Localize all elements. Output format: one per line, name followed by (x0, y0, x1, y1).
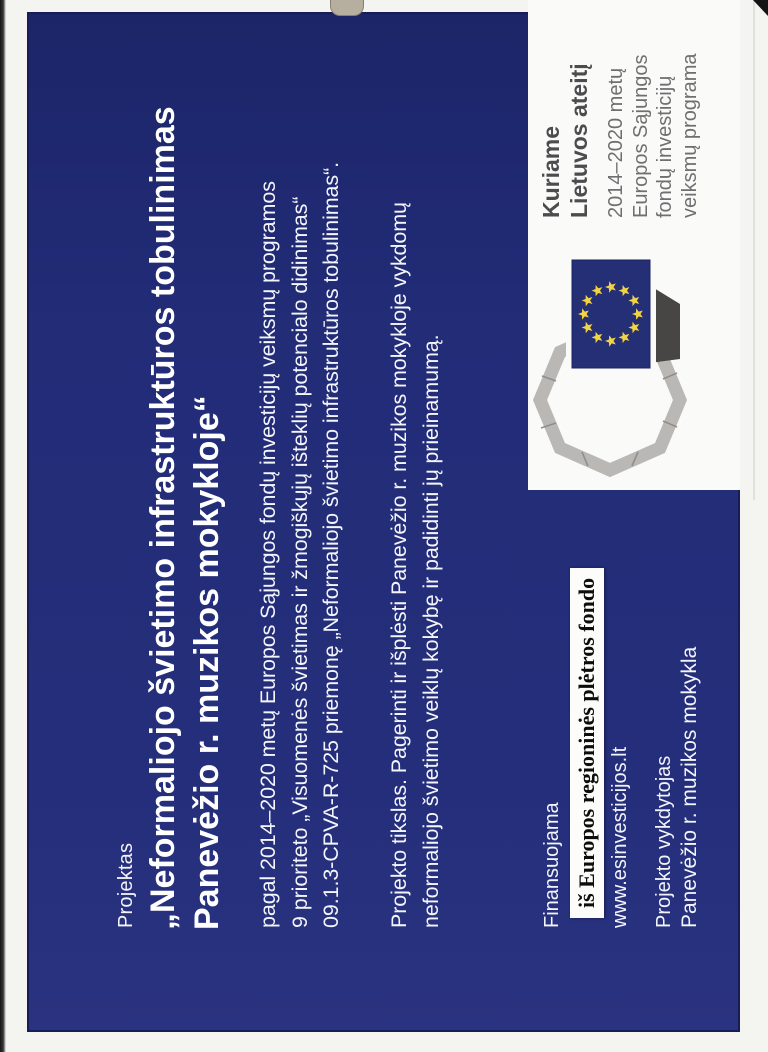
op-line2: Europos Sąjungos (629, 54, 652, 218)
corner-shadow-artifact (753, 0, 768, 16)
scanner-tab-artifact (330, 0, 364, 16)
eu-logo-text (538, 53, 702, 218)
goal-paragraph (384, 202, 447, 928)
funding-source-sticker: iš Europos regioninės plėtros fondo (570, 568, 604, 918)
paper-edge-line (753, 0, 755, 500)
funding-label: Finansuojama (541, 802, 563, 928)
goal-line2: neformaliojo švietimo veiklų kokybę ir padidinti jų prieinamumą. (418, 334, 443, 928)
op-line1: 2014–2020 metų (605, 67, 627, 218)
scan-edge-shadow (0, 0, 6, 1052)
goal-line1: Projekto tikslas. Pagerinti ir išplėsti Panevėžio r. muzikos mokykloje vykdomų (387, 202, 411, 928)
eu-logo-box (528, 0, 740, 490)
website-url: www.esinvesticijos.lt (609, 746, 631, 928)
project-title-line2: Panevėžio r. muzikos mokykloje“ (188, 395, 226, 930)
project-title (141, 106, 229, 930)
op-line4: veiksmų programa (678, 53, 701, 218)
programme-paragraph (253, 162, 348, 928)
eu-flag (572, 260, 650, 368)
programme-line1: pagal 2014–2020 metų Europos Sąjungos fondų investicijų veiksmų programos (256, 181, 280, 928)
executor-label: Projekto vykdytojas (653, 755, 675, 928)
project-title-line1: „Neformaliojo švietimo infrastruktūros tobulinimas (144, 106, 182, 930)
op-line3: fondų investicijų (654, 75, 676, 218)
tagline-line2: Lietuvos ateitį (565, 63, 592, 218)
tagline-line1: Kuriame (538, 125, 564, 218)
tagline (538, 53, 593, 218)
eu-funds-logo (530, 240, 698, 480)
programme-line2: 9 prioriteto „Visuomenės švietimas ir žmogiškųjų išteklių potencialo didinimas“ (287, 196, 312, 928)
programme-line3: 09.1.3-CPVA-R-725 priemonę „Neformaliojo švietimo infrastruktūros tobulinimas“. (319, 162, 343, 928)
project-kicker: Projektas (115, 842, 137, 928)
executor-value: Panevėžio r. muzikos mokykla (678, 646, 701, 928)
operational-programme-text (604, 53, 702, 218)
